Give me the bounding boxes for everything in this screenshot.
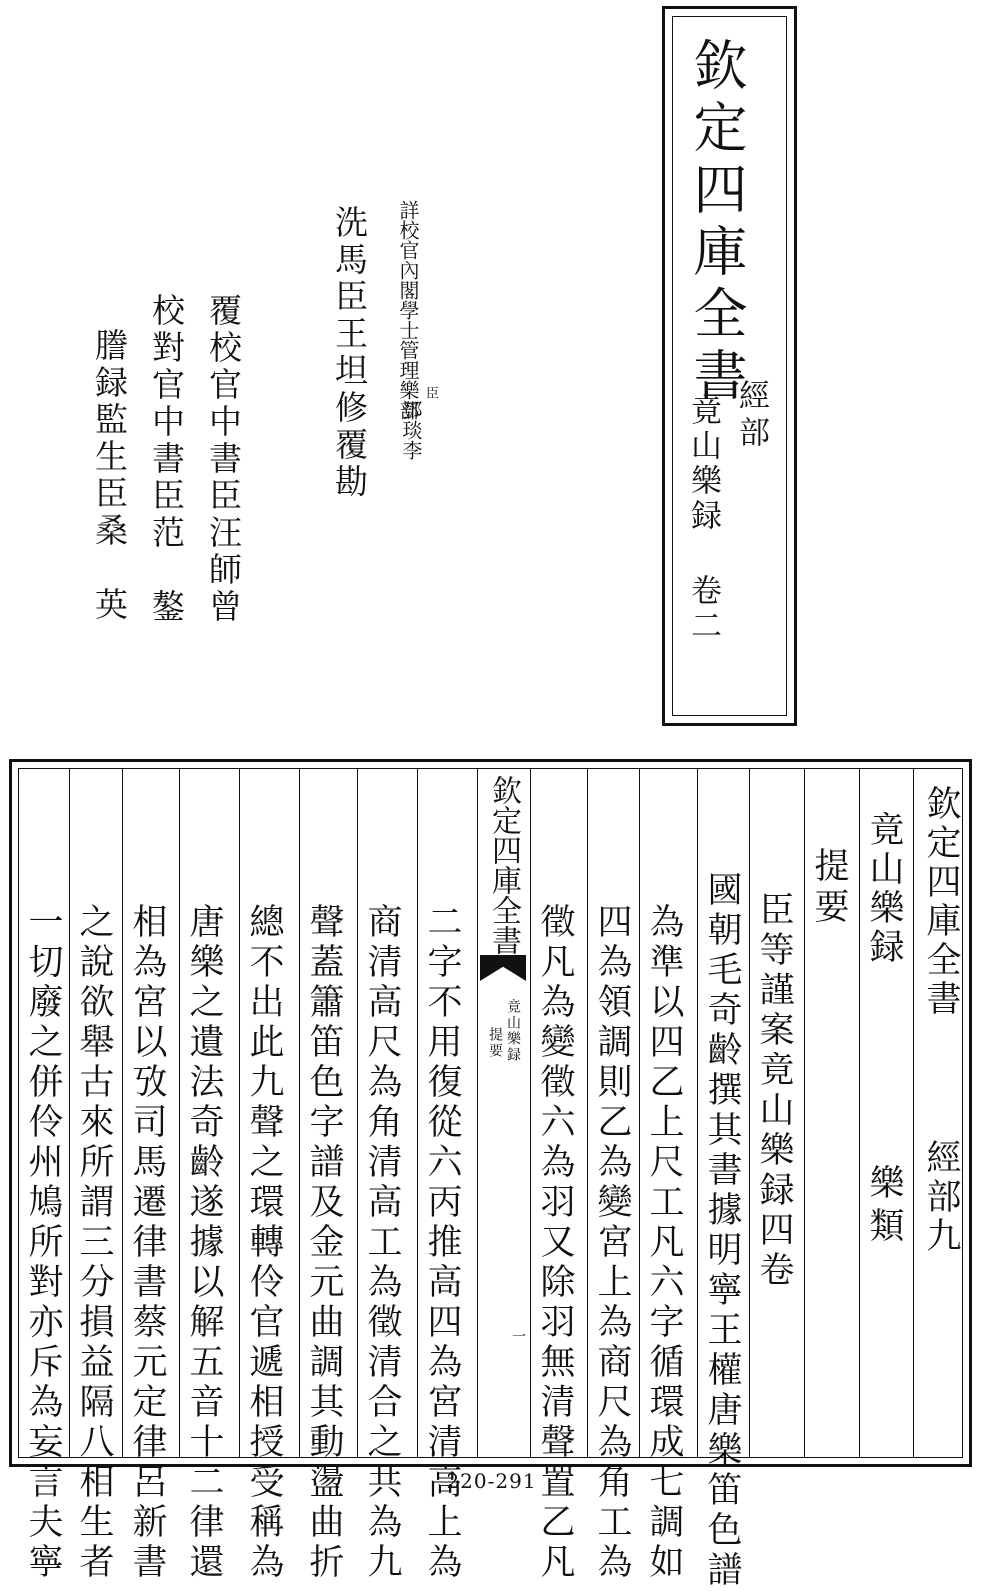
body-column: 一切廢之併伶州鳩所對亦斥為妄言夫寧	[23, 903, 63, 1583]
center-book: 竟山樂録	[505, 999, 521, 1063]
cover-series-title: 欽定四庫全書	[685, 37, 748, 409]
column-rule	[804, 769, 805, 1457]
column-rule	[913, 769, 914, 1457]
body-column: 為準以四乙上尺工凡六字循環成七調如	[644, 903, 684, 1583]
body-column: 之說欲舉古來所謂三分損益隔八相生者	[74, 903, 114, 1583]
center-page-no: 一	[510, 1329, 526, 1343]
credit-supervisor-title: 詳校官內閣學士管理樂部	[396, 200, 420, 420]
body-column: 總不出此九聲之環轉伶官遞相授受稱為	[244, 903, 284, 1583]
cover-book-volume: 竟山樂録 卷二	[685, 394, 721, 644]
fishtail-mark	[480, 955, 526, 981]
body-column: 四為領調則乙為變宮上為商尺為角工為	[592, 903, 632, 1583]
center-fold-column	[477, 769, 531, 1457]
column-rule	[859, 769, 860, 1457]
header-title: 欽定四庫全書	[921, 785, 961, 1019]
column-rule	[122, 769, 123, 1457]
section-heading: 提要	[809, 847, 849, 929]
credit-reviewer: 洗馬臣王坦修覆勘	[330, 205, 369, 501]
credit-proofreader: 校對官中書臣范 鏊	[147, 293, 186, 626]
column-rule	[357, 769, 358, 1457]
credit-checker: 覆校官中書臣汪師曾	[204, 293, 243, 626]
body-column: 二字不用復從六丙推高四為宮清高上為	[422, 903, 462, 1583]
body-column: 唐樂之遺法奇齡遂據以解五音十二律還	[184, 903, 224, 1583]
body-column: 臣等謹案竟山樂録四卷	[754, 891, 794, 1291]
column-rule	[697, 769, 698, 1457]
column-rule	[179, 769, 180, 1457]
body-column: 相為宮以攷司馬遷律書蔡元定律呂新書	[127, 903, 167, 1583]
column-rule	[69, 769, 70, 1457]
credit-supervisor-rank: 臣	[423, 386, 438, 399]
body-column: 徵凡為變徵六為羽又除羽無清聲置乙凡	[535, 903, 575, 1583]
cover-title-box	[662, 6, 797, 726]
column-rule	[749, 769, 750, 1457]
body-column: 聲蓋簫笛色字譜及金元曲調其動盪曲折	[304, 903, 344, 1583]
body-column: 商清高尺為角清高工為徵清合之共為九	[362, 903, 402, 1583]
center-title: 欽定四庫全書	[486, 775, 521, 955]
credit-supervisor-name: 鄧琰李	[399, 400, 423, 460]
subcategory: 樂類	[864, 1164, 904, 1250]
column-rule	[587, 769, 588, 1457]
book-title: 竟山樂録	[864, 811, 904, 967]
column-rule	[417, 769, 418, 1457]
cover-category: 經部	[733, 379, 769, 453]
page-number: 220-291	[446, 1469, 537, 1493]
body-column: 國朝毛奇齡撰其書據明寧王權唐樂笛色譜	[702, 871, 742, 1591]
center-section: 提要	[487, 1027, 503, 1059]
column-rule	[239, 769, 240, 1457]
column-rule	[639, 769, 640, 1457]
column-rule	[299, 769, 300, 1457]
credit-copyist: 謄録監生臣桑 英	[90, 328, 129, 624]
header-category: 經部九	[921, 1139, 961, 1256]
